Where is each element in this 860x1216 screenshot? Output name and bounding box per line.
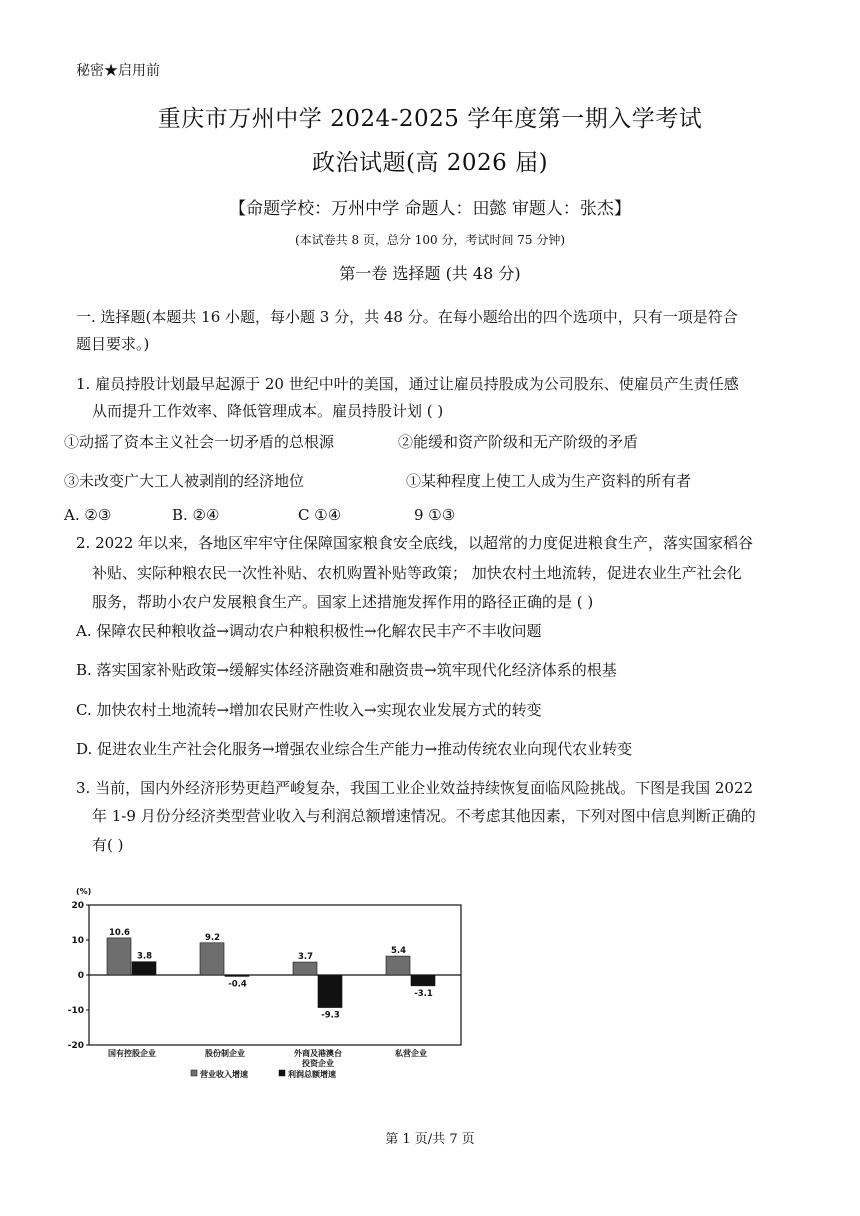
bar-value-label: -3.1 bbox=[414, 988, 433, 999]
bar-revenue bbox=[293, 962, 317, 975]
bar-profit bbox=[318, 975, 342, 1008]
question-1-choice-b[interactable]: B. ②④ bbox=[172, 506, 220, 524]
question-2-option-d[interactable]: D. 促进农业生产社会化服务→增强农业综合生产能力→推动传统农业向现代农业转变 bbox=[76, 740, 633, 758]
question-3-stem-cont: 年 1-9 月份分经济类型营业收入与利润总额增速情况。不考虑其他因素，下列对图中信息判断正确的 bbox=[92, 807, 756, 825]
bar-value-label: 5.4 bbox=[390, 946, 407, 957]
y-tick-label: -20 bbox=[67, 1041, 84, 1051]
y-unit-label: (%) bbox=[76, 887, 92, 896]
question-1-statement-2: ②能缓和资产阶级和无产阶级的矛盾 bbox=[398, 433, 639, 451]
bar-profit bbox=[411, 975, 435, 986]
question-2-stem: 2. 2022 年以来，各地区牢牢守住保障国家粮食安全底线，以超常的力度促进粮食生产，落实国家稻谷 bbox=[76, 534, 754, 552]
bar-revenue bbox=[107, 938, 131, 975]
page-footer: 第 1 页/共 7 页 bbox=[385, 1132, 475, 1147]
question-2-option-a[interactable]: A. 保障农民种粮收益→调动农户种粮积极性→化解农民丰产不丰收问题 bbox=[76, 622, 542, 640]
section-instructions: 一. 选择题(本题共 16 小题，每小题 3 分，共 48 分。在每小题给出的四个选项中，只有一项是符合 bbox=[76, 308, 738, 326]
bar-value-label: 9.2 bbox=[204, 932, 221, 943]
legend-swatch bbox=[191, 1070, 197, 1076]
legend-label: 利润总额增速 bbox=[288, 1070, 336, 1079]
question-1-statement-3: ③未改变广大工人被剥削的经济地位 bbox=[64, 472, 305, 490]
authors-line: 【命题学校：万州中学 命题人：田懿 审题人：张杰】 bbox=[229, 199, 631, 219]
question-1-choice-d[interactable]: 9 ①③ bbox=[414, 506, 456, 524]
exam-note: (本试卷共 8 页，总分 100 分，考试时间 75 分钟) bbox=[294, 233, 566, 247]
section-instructions-cont: 题目要求。) bbox=[76, 335, 150, 353]
category-label: 股份制企业 bbox=[205, 1049, 245, 1058]
bar-value-label: -0.4 bbox=[228, 979, 247, 990]
y-tick-label: 0 bbox=[77, 971, 84, 981]
exam-title: 重庆市万州中学 2024-2025 学年度第一期入学考试 bbox=[157, 106, 703, 132]
question-1-choice-c[interactable]: C ①④ bbox=[298, 506, 342, 524]
question-1-choice-a[interactable]: A. ②③ bbox=[64, 506, 112, 524]
bar-revenue bbox=[200, 943, 224, 975]
bar-value-label: 3.8 bbox=[136, 951, 153, 962]
part-heading: 第一卷 选择题 (共 48 分) bbox=[339, 264, 521, 283]
question-3-stem-cont2: 有( ) bbox=[92, 836, 124, 854]
growth-chart-svg bbox=[56, 880, 476, 1090]
legend-swatch bbox=[279, 1070, 285, 1076]
bar-value-label: 3.7 bbox=[297, 952, 314, 963]
question-1-stem: 1. 雇员持股计划最早起源于 20 世纪中叶的美国，通过让雇员持股成为公司股东、使雇员产生责任感 bbox=[76, 375, 739, 393]
bar-value-label: -9.3 bbox=[321, 1010, 340, 1021]
category-label: 投资企业 bbox=[302, 1059, 334, 1068]
question-2-option-b[interactable]: B. 落实国家补贴政策→缓解实体经济融资难和融资贵→筑牢现代化经济体系的根基 bbox=[76, 661, 617, 679]
question-2-stem-cont: 补贴、实际种粮农民一次性补贴、农机购置补贴等政策； 加快农村土地流转，促进农业生产社会化 bbox=[92, 564, 742, 582]
question-3-stem: 3. 当前，国内外经济形势更趋严峻复杂，我国工业企业效益持续恢复面临风险挑战。下图是我国 2022 bbox=[76, 779, 754, 797]
category-label: 外商及港澳台 bbox=[294, 1049, 342, 1058]
y-tick-label: 10 bbox=[71, 936, 84, 946]
bar-profit bbox=[225, 975, 249, 976]
question-2-stem-cont2: 服务，帮助小农户发展粮食生产。国家上述措施发挥作用的路径正确的是 ( ) bbox=[92, 593, 594, 611]
growth-chart bbox=[56, 880, 476, 1090]
category-label: 国有控股企业 bbox=[108, 1049, 156, 1058]
question-1-stem-cont: 从而提升工作效率、降低管理成本。雇员持股计划 ( ) bbox=[92, 402, 444, 420]
question-2-option-c[interactable]: C. 加快农村土地流转→增加农民财产性收入→实现农业发展方式的转变 bbox=[76, 701, 542, 719]
bar-revenue bbox=[386, 956, 410, 975]
category-label: 私营企业 bbox=[395, 1049, 427, 1058]
bar-value-label: 10.6 bbox=[109, 927, 130, 938]
y-tick-label: 20 bbox=[71, 901, 84, 911]
confidential-mark: 秘密★启用前 bbox=[76, 63, 160, 79]
question-1-statement-1: ①动摇了资本主义社会一切矛盾的总根源 bbox=[64, 433, 335, 451]
legend-label: 营业收入增速 bbox=[200, 1070, 248, 1079]
bar-profit bbox=[132, 962, 156, 975]
y-tick-label: -10 bbox=[67, 1006, 84, 1016]
exam-subtitle: 政治试题(高 2026 届) bbox=[311, 150, 549, 176]
question-1-statement-4: ①某种程度上使工人成为生产资料的所有者 bbox=[406, 472, 692, 490]
